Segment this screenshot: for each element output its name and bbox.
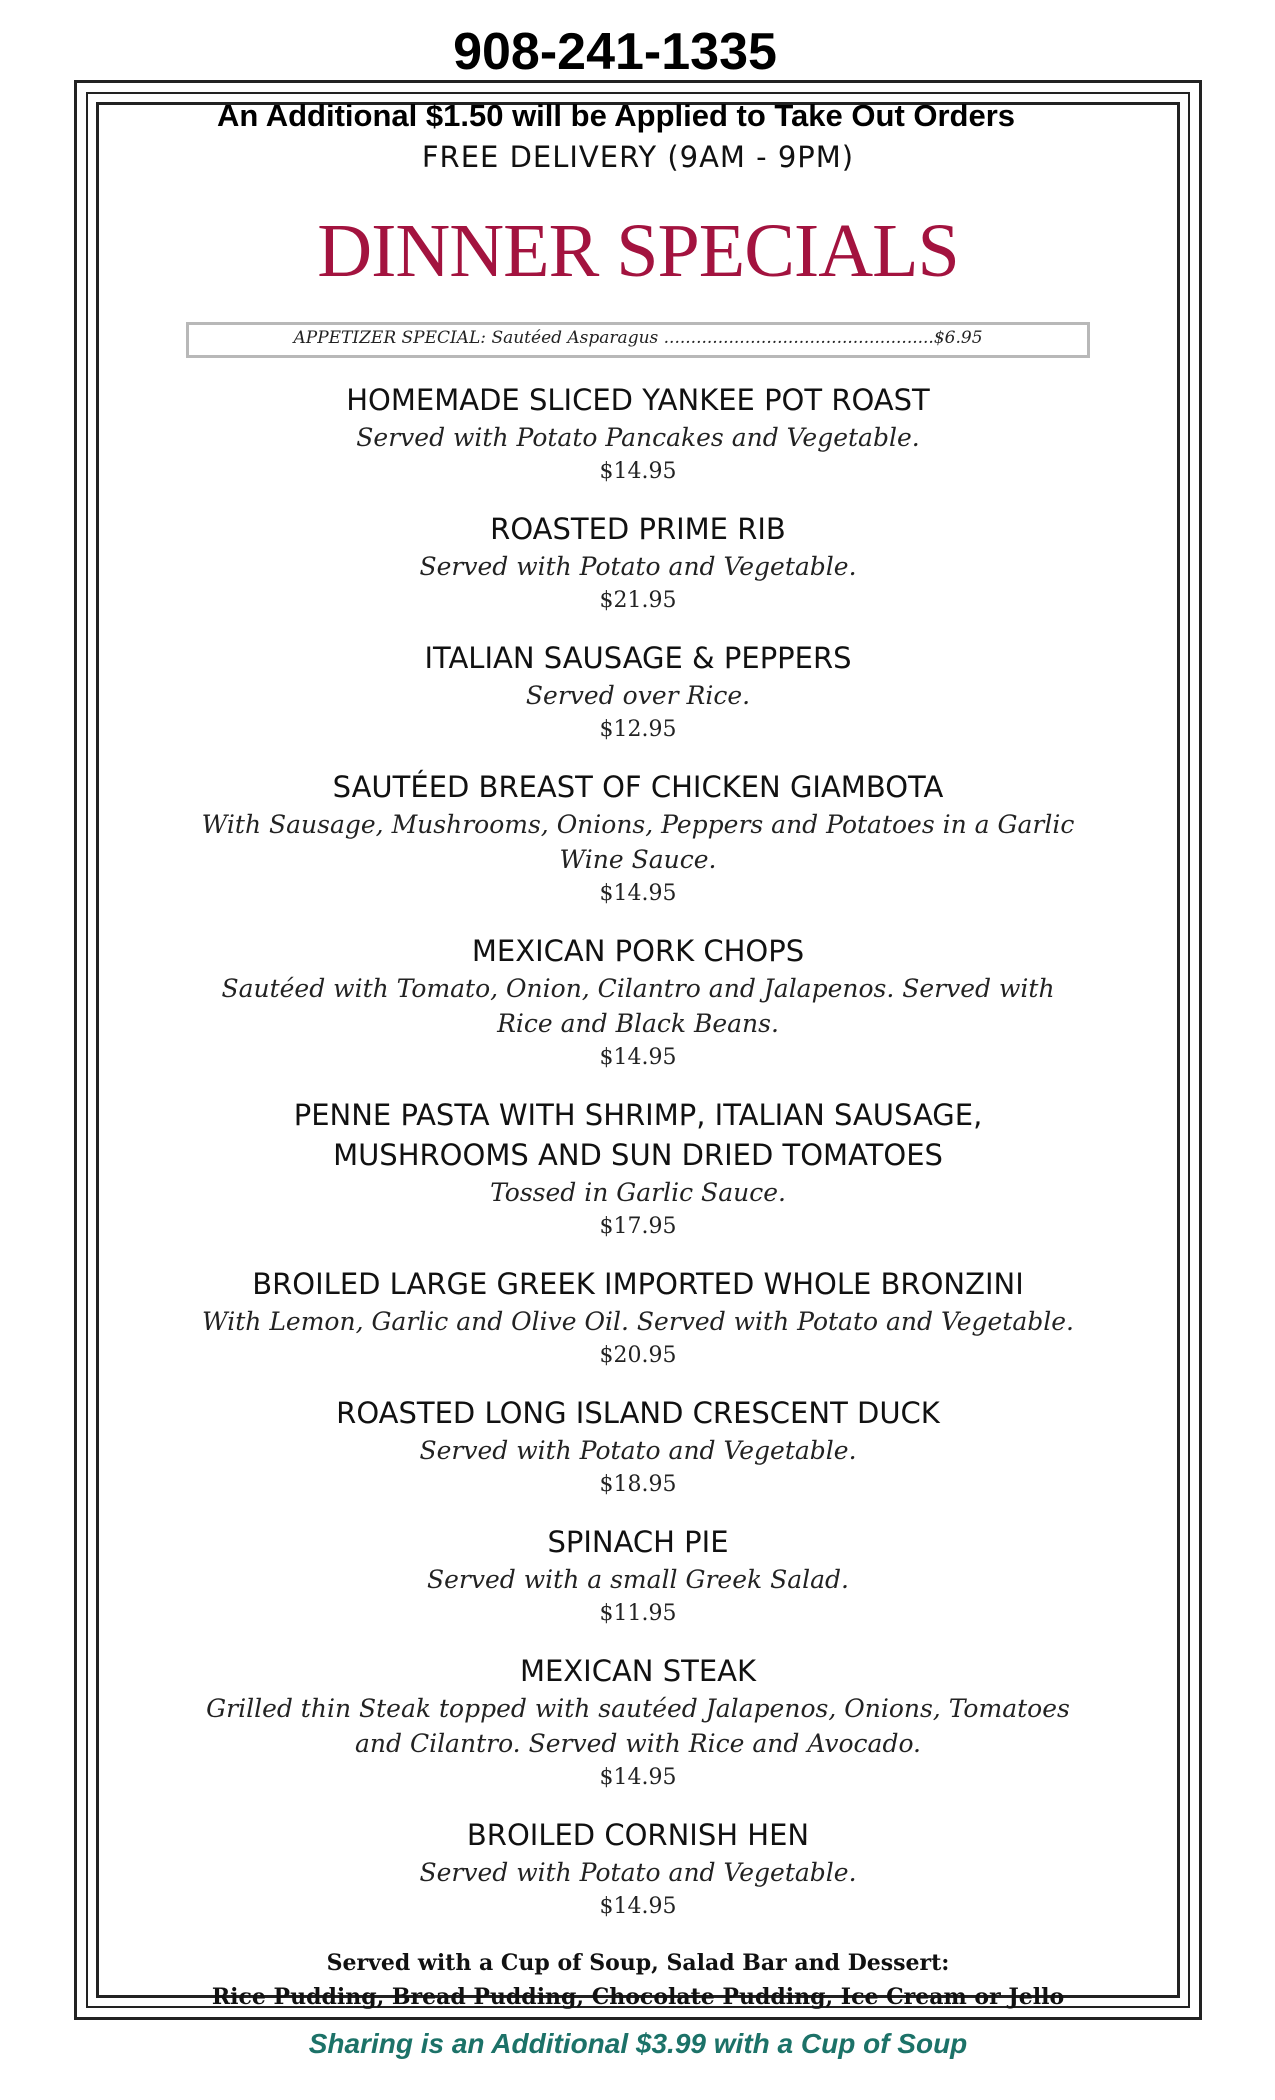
menu-item bbox=[96, 509, 1180, 618]
takeout-note: An Additional $1.50 will be Applied to Take Out Orders bbox=[216, 98, 1016, 133]
appetizer-special-box bbox=[186, 322, 1090, 358]
menu-item-name: ROASTED LONG ISLAND CRESCENT DUCK bbox=[336, 1396, 940, 1430]
menu-item-price: $14.95 bbox=[599, 1765, 677, 1790]
menu-item-name: SPINACH PIE bbox=[547, 1525, 729, 1559]
phone-number: 908-241-1335 bbox=[453, 23, 777, 81]
menu-item-description: Served with Potato and Vegetable. bbox=[419, 1436, 857, 1465]
menu-item-description: Tossed in Garlic Sauce. bbox=[490, 1178, 786, 1207]
menu-item-price: $18.95 bbox=[599, 1472, 677, 1497]
menu-item-description: Grilled thin Steak topped with sautéed Jalapenos, Onions, Tomatoes and Cilantro. Served with Rice and Avocado. bbox=[206, 1694, 1070, 1758]
menu-item-description: Sautéed with Tomato, Onion, Cilantro and Jalapenos. Served with Rice and Black Beans. bbox=[221, 974, 1055, 1038]
menu-item-price: $11.95 bbox=[599, 1601, 677, 1626]
menu-item bbox=[96, 1393, 1180, 1502]
served-with-note bbox=[96, 1946, 1180, 2014]
menu-item-description: Served with Potato and Vegetable. bbox=[419, 1858, 857, 1887]
menu-item-price: $14.95 bbox=[599, 1045, 677, 1070]
menu-item-name: BROILED LARGE GREEK IMPORTED WHOLE BRONZINI bbox=[252, 1267, 1024, 1301]
menu-item bbox=[96, 931, 1180, 1075]
menu-item-name: ITALIAN SAUSAGE & PEPPERS bbox=[424, 641, 852, 675]
menu-item-price: $17.95 bbox=[599, 1214, 677, 1239]
menu-item-price: $12.95 bbox=[599, 717, 677, 742]
menu-item bbox=[96, 1264, 1180, 1373]
menu-item-name: SAUTÉED BREAST OF CHICKEN GIAMBOTA bbox=[332, 770, 944, 804]
menu-item bbox=[96, 380, 1180, 489]
served-with-line-2: Rice Pudding, Bread Pudding, Chocolate Pudding, Ice Cream or Jello bbox=[211, 1984, 1065, 2010]
menu-item bbox=[96, 767, 1180, 911]
menu-item-name: HOMEMADE SLICED YANKEE POT ROAST bbox=[346, 383, 930, 417]
sharing-note: Sharing is an Additional $3.99 with a Cup of Soup bbox=[308, 2028, 968, 2059]
menu-item-description: Served over Rice. bbox=[525, 681, 751, 710]
menu-item-description: Served with Potato and Vegetable. bbox=[419, 552, 857, 581]
menu-item-price: $14.95 bbox=[599, 459, 677, 484]
menu-item-name: ROASTED PRIME RIB bbox=[490, 512, 786, 546]
menu-item-description: Served with a small Greek Salad. bbox=[427, 1565, 849, 1594]
menu-item-description: With Lemon, Garlic and Olive Oil. Served with Potato and Vegetable. bbox=[201, 1307, 1075, 1336]
menu-item bbox=[96, 1815, 1180, 1924]
menu-item-price: $14.95 bbox=[599, 1894, 677, 1919]
served-with-line-1: Served with a Cup of Soup, Salad Bar and Dessert: bbox=[326, 1950, 950, 1976]
menu-item-name: MEXICAN STEAK bbox=[519, 1654, 757, 1688]
menu-item-name: BROILED CORNISH HEN bbox=[466, 1818, 810, 1852]
appetizer-special-text: APPETIZER SPECIAL: Sautéed Asparagus ..................................................$6.95 bbox=[293, 328, 983, 348]
menu-item-price: $14.95 bbox=[599, 881, 677, 906]
menu-item-description: With Sausage, Mushrooms, Onions, Peppers and Potatoes in a Garlic Wine Sauce. bbox=[201, 810, 1075, 874]
menu-item bbox=[96, 1651, 1180, 1795]
menu-item-name: PENNE PASTA WITH SHRIMP, ITALIAN SAUSAGE, MUSHROOMS AND SUN DRIED TOMATOES bbox=[293, 1098, 983, 1172]
page-title: DINNER SPECIALS bbox=[317, 209, 959, 293]
menu-item bbox=[96, 1095, 1180, 1244]
menu-item bbox=[96, 638, 1180, 747]
menu-item bbox=[96, 1522, 1180, 1631]
delivery-note: FREE DELIVERY (9AM - 9PM) bbox=[421, 140, 855, 174]
menu-item-price: $20.95 bbox=[599, 1343, 677, 1368]
menu-item-name: MEXICAN PORK CHOPS bbox=[471, 934, 805, 968]
menu-list bbox=[96, 380, 1180, 1944]
menu-item-price: $21.95 bbox=[599, 588, 677, 613]
menu-item-description: Served with Potato Pancakes and Vegetable. bbox=[356, 423, 920, 452]
